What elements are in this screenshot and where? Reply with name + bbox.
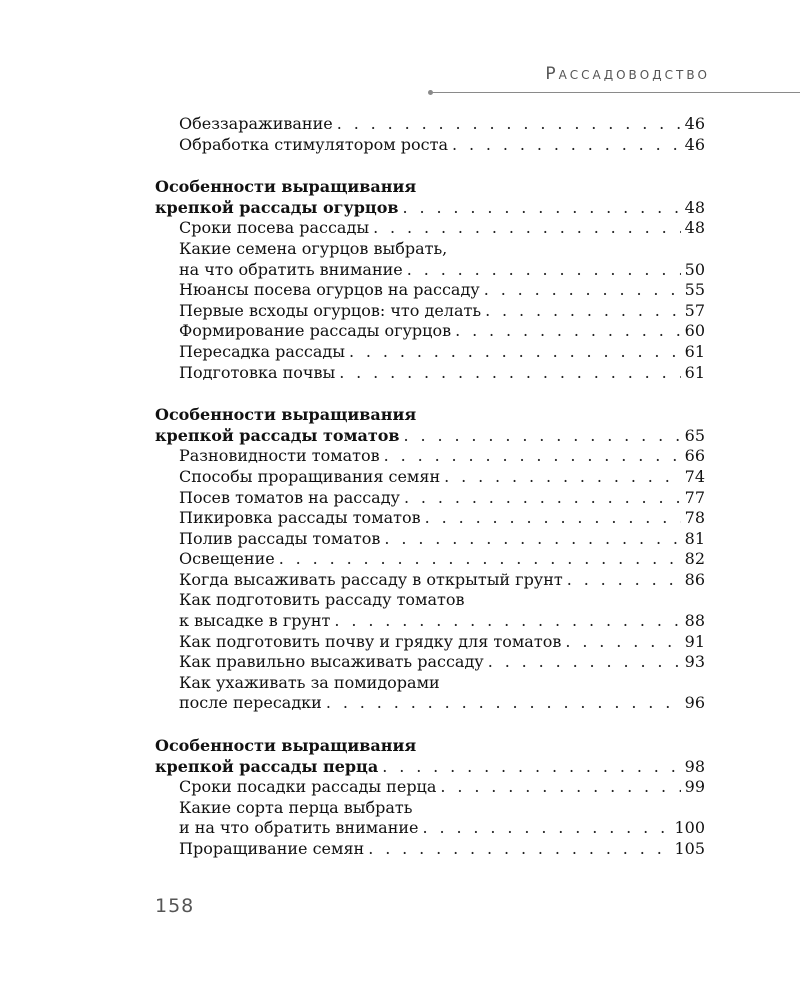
toc-entry-page: 96 [684,693,705,713]
section-title-line: крепкой рассады перца [155,756,379,776]
toc-entry-title: Подготовка почвы [179,362,336,382]
toc-entry [155,529,705,550]
section-title-entry [155,198,705,219]
toc-entry-title: Способы проращивания семян [179,466,441,486]
toc-entry-page: 60 [684,321,705,341]
toc-entry-title: Формирование рассады огурцов [179,321,452,341]
dot-leader [407,260,681,281]
toc-entry-title-line: Как подготовить рассаду томатов [179,590,465,610]
dot-leader [485,301,681,322]
toc-entry-page: 100 [674,818,705,838]
toc-entry-title: Сроки посева рассады [179,218,370,238]
toc-entry-page: 61 [684,341,705,361]
toc-entry-title: Посев томатов на рассаду [179,487,400,507]
section-title-entry [155,426,705,447]
dot-leader [337,114,681,135]
section-title-line: крепкой рассады томатов [155,425,400,445]
dot-leader [565,632,680,653]
toc-entry [155,301,705,322]
toc-entry-title: Освещение [179,549,275,569]
dot-leader [368,839,670,860]
toc-entry [155,570,705,591]
toc-entry-page: 74 [684,466,705,486]
toc-entry-title: Обработка стимулятором роста [179,134,448,154]
toc-entry-page: 88 [684,611,705,631]
toc-entry-title: Проращивание семян [179,839,365,858]
toc-entry [155,342,705,363]
toc-entry [155,114,705,135]
toc-entry-title: на что обратить внимание [179,259,403,279]
toc-entry-page: 99 [684,777,705,797]
toc-entry-title: Как подготовить почву и грядку для томатов [179,631,562,651]
toc-entry [155,260,705,281]
toc-entry-page: 81 [684,528,705,548]
dot-leader [452,135,681,156]
toc-entry-page: 82 [684,549,705,569]
toc-entry-title: Пикировка рассады томатов [179,508,421,528]
section-page: 48 [684,197,705,217]
toc-entry-page: 77 [684,487,705,507]
dot-leader [373,218,681,239]
toc-entry-title: после пересадки [179,693,322,713]
toc-entry-page: 61 [684,362,705,382]
dot-leader [455,321,681,342]
toc-entry-page: 105 [674,839,705,858]
toc-entry [155,632,705,653]
toc-entry-title-line: Какие семена огурцов выбрать, [179,238,448,258]
toc-entry-title: Когда высаживать рассаду в открытый грунт [179,569,563,589]
toc-entry-title: Обеззараживание [179,114,333,133]
dot-leader [404,488,681,509]
dot-leader [384,529,680,550]
section-page: 65 [684,425,705,445]
toc-entry [155,818,705,839]
dot-leader [404,426,681,447]
dot-leader [326,693,681,714]
toc-entry-page: 48 [684,218,705,238]
toc-entry [155,135,705,156]
toc-entry [155,488,705,509]
dot-leader [484,280,681,301]
dot-leader [444,467,681,488]
dot-leader [279,549,681,570]
dot-leader [423,818,671,839]
toc-entry [155,446,705,467]
dot-leader [339,363,680,384]
toc-entry-title: Сроки посадки рассады перца [179,777,437,797]
toc-entry-title: Полив рассады томатов [179,528,381,548]
table-of-contents [155,114,705,860]
running-head: Рассадоводство [545,64,710,84]
dot-leader [349,342,681,363]
toc-entry-page: 93 [684,652,705,672]
toc-entry-page: 78 [684,508,705,528]
section-title-entry [155,757,705,778]
toc-entry [155,839,705,860]
section-title-line: крепкой рассады огурцов [155,197,399,217]
toc-entry-page: 46 [684,114,705,133]
dot-leader [334,611,680,632]
dot-leader [382,757,680,778]
toc-entry-title-line: Какие сорта перца выбрать [179,797,413,817]
page-number: 158 [155,895,195,917]
dot-leader [403,198,681,219]
toc-entry-page: 50 [684,259,705,279]
toc-entry [155,363,705,384]
toc-entry-page: 66 [684,446,705,466]
toc-entry-page: 55 [684,280,705,300]
toc-entry-page: 57 [684,300,705,320]
toc-entry-title: Нюансы посева огурцов на рассаду [179,280,480,300]
toc-entry-title: и на что обратить внимание [179,818,419,838]
section-title: Особенности выращивания [155,177,417,197]
toc-entry [155,777,705,798]
toc-entry-page: 86 [684,569,705,589]
toc-entry-title: Первые всходы огурцов: что делать [179,300,482,320]
toc-entry-page: 91 [684,631,705,651]
toc-entry-page: 46 [684,134,705,154]
section-page: 98 [684,756,705,776]
toc-entry [155,549,705,570]
dot-leader [425,508,681,529]
toc-entry-title: Как правильно высаживать рассаду [179,652,484,672]
dot-leader [567,570,681,591]
toc-entry-title: Пересадка рассады [179,341,345,361]
toc-entry-title: Разновидности томатов [179,446,380,466]
toc-entry-title: к высадке в грунт [179,611,331,631]
dot-leader [488,652,681,673]
section-title: Особенности выращивания [155,405,417,425]
toc-entry [155,611,705,632]
toc-entry [155,321,705,342]
toc-entry [155,280,705,301]
header-rule [432,92,800,93]
toc-entry [155,467,705,488]
section-title: Особенности выращивания [155,736,417,756]
toc-entry [155,508,705,529]
dot-leader [384,446,681,467]
toc-entry [155,652,705,673]
toc-entry [155,693,705,714]
toc-entry [155,218,705,239]
toc-entry-title-line: Как ухаживать за помидорами [179,672,440,692]
dot-leader [440,777,680,798]
